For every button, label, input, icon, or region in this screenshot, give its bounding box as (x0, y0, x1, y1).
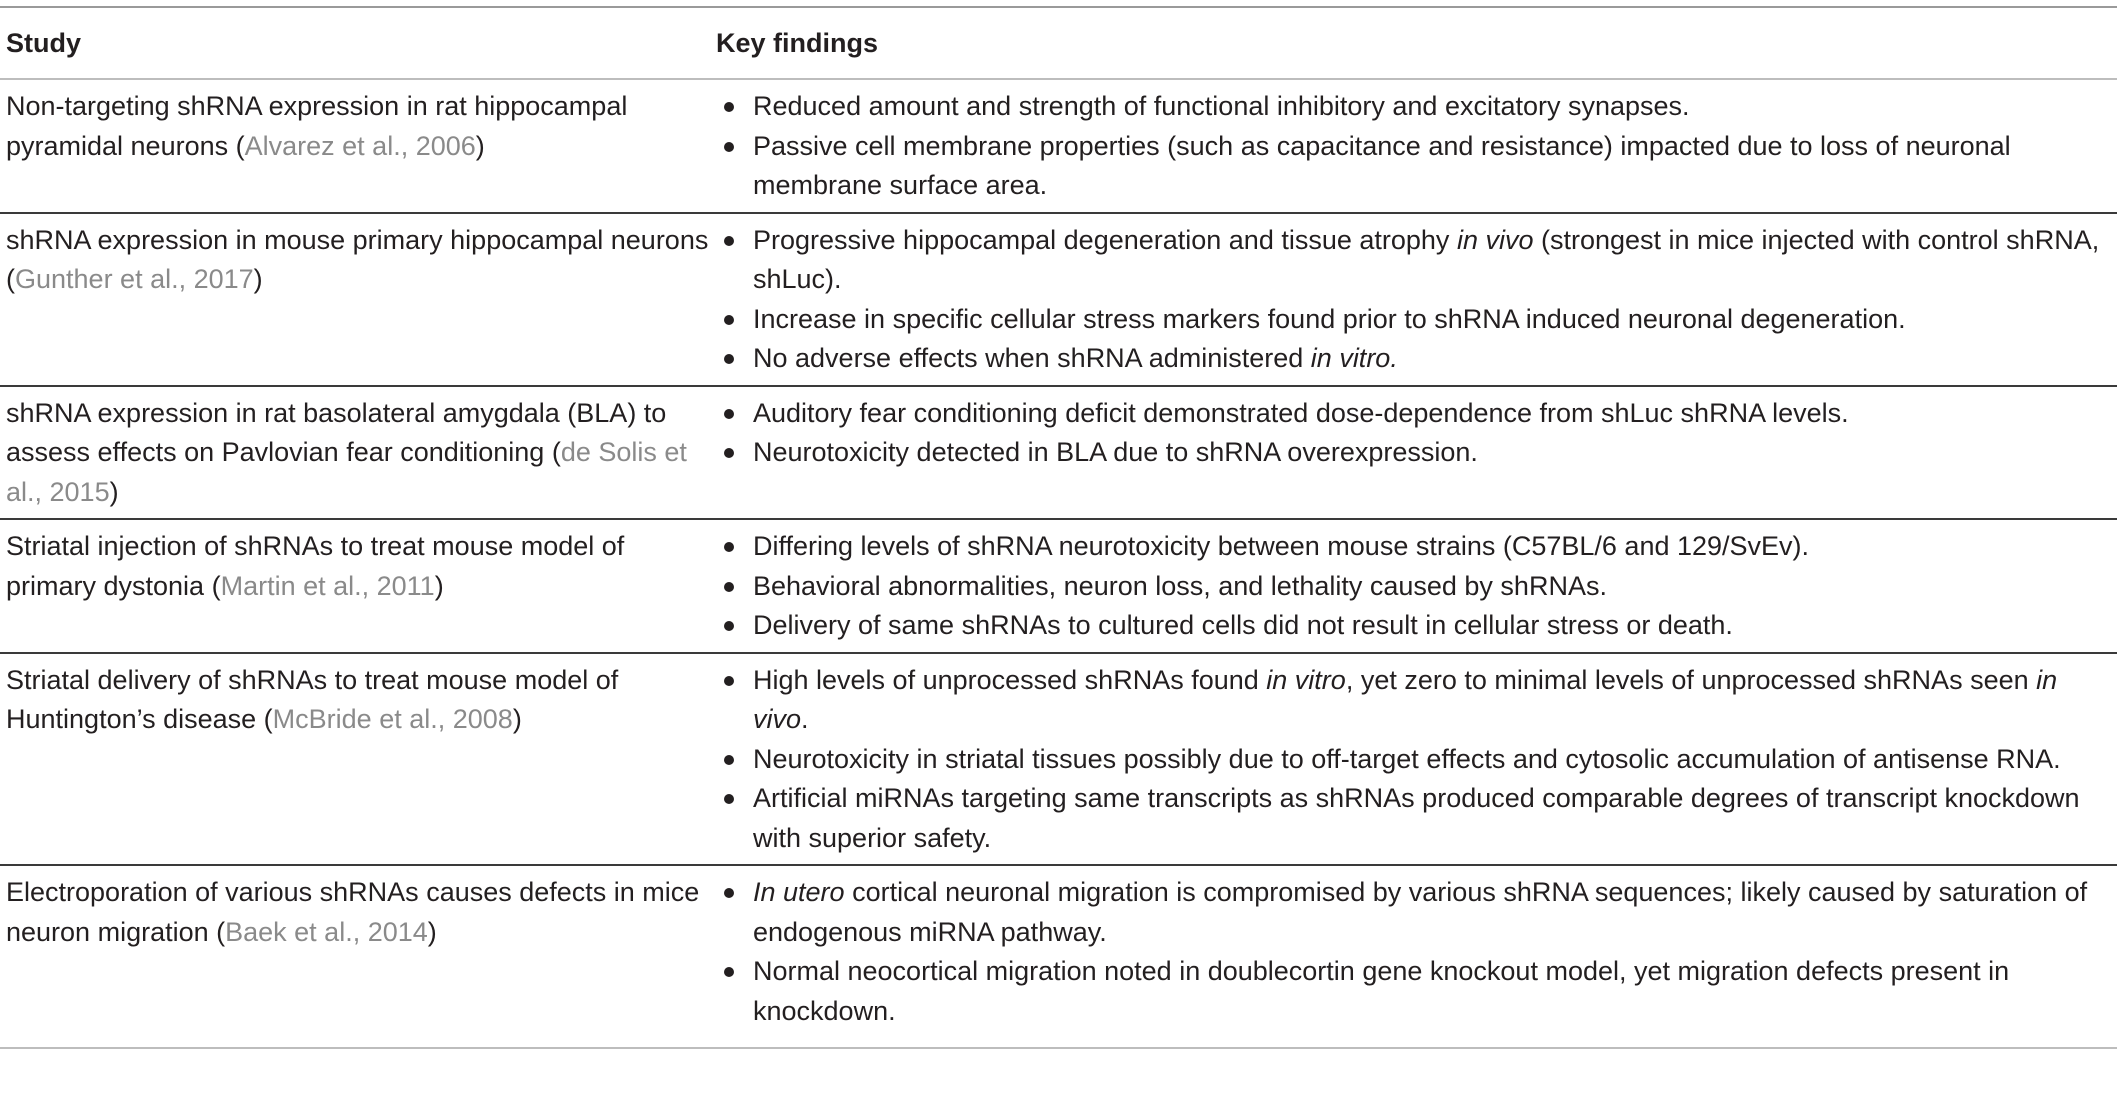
citation-link[interactable]: de Solis et al., 2015 (6, 437, 687, 507)
finding-text: High levels of unprocessed shRNAs found (753, 664, 1267, 695)
finding-text: cortical neuronal migration is compromised by various shRNA sequences; likely caused by saturation of endogenous miRNA pathway. (753, 877, 2088, 947)
study-closing-paren: ) (512, 704, 522, 734)
findings-cell (716, 865, 2117, 1048)
header-key-findings: Key findings (716, 7, 2117, 79)
finding-item (716, 873, 2117, 952)
study-cell (0, 865, 716, 1048)
findings-list (716, 873, 2117, 1031)
bullet-icon (724, 755, 734, 765)
study-description: Electroporation of various shRNAs causes defects in mice neuron migration ( (6, 877, 700, 947)
bullet-icon (724, 621, 734, 631)
finding-text: Progressive hippocampal degeneration and tissue atrophy (753, 224, 1457, 255)
findings-list (716, 661, 2117, 859)
finding-italic-text: in vitro. (1310, 343, 1398, 373)
finding-text: Passive cell membrane properties (such as capacitance and resistance) impacted due to loss of neuronal membrane surface area. (753, 130, 2011, 200)
bullet-icon (724, 676, 734, 686)
bullet-icon (724, 582, 734, 592)
bullet-icon (724, 794, 734, 804)
table-row (0, 653, 2117, 866)
finding-text: . (801, 704, 809, 734)
findings-cell (716, 653, 2117, 866)
study-description: Non-targeting shRNA expression in rat hippocampal pyramidal neurons ( (6, 91, 628, 161)
finding-item (716, 87, 2117, 127)
finding-text: Reduced amount and strength of functional inhibitory and excitatory synapses. (753, 91, 1690, 121)
bullet-icon (724, 236, 734, 246)
bullet-icon (724, 967, 734, 977)
citation-link[interactable]: Gunther et al., 2017 (15, 264, 254, 294)
study-cell (0, 653, 716, 866)
finding-item (716, 661, 2117, 740)
finding-italic-text: in vitro (1266, 664, 1346, 695)
finding-text: Differing levels of shRNA neurotoxicity between mouse strains (C57BL/6 and 129/SvEv). (753, 531, 1810, 561)
citation-link[interactable]: McBride et al., 2008 (272, 704, 513, 734)
header-study: Study (0, 7, 716, 79)
bullet-icon (724, 542, 734, 552)
study-closing-paren: ) (475, 130, 485, 161)
bullet-icon (724, 315, 734, 325)
study-closing-paren: ) (427, 916, 437, 947)
finding-text: Behavioral abnormalities, neuron loss, and lethality caused by shRNAs. (753, 570, 1607, 601)
citation-link[interactable]: Martin et al., 2011 (220, 570, 435, 601)
finding-italic-text: in vivo (1456, 224, 1534, 255)
study-closing-paren: ) (109, 476, 119, 507)
findings-cell (716, 386, 2117, 520)
shrna-studies-table (0, 6, 2117, 1049)
findings-list (716, 87, 2117, 206)
finding-item (716, 394, 2117, 434)
bullet-icon (724, 888, 734, 898)
finding-italic-text: in vivo (753, 664, 2058, 734)
finding-text: Increase in specific cellular stress markers found prior to shRNA induced neuronal degeneration. (753, 303, 1906, 334)
table-row (0, 386, 2117, 520)
findings-list (716, 527, 2117, 646)
study-cell (0, 213, 716, 386)
finding-text: (strongest in mice injected with control shRNA, shLuc). (753, 224, 2100, 294)
finding-text: Normal neocortical migration noted in doublecortin gene knockout model, yet migration defects present in knockdown. (753, 956, 2010, 1026)
study-description: shRNA expression in mouse primary hippocampal neurons ( (6, 224, 709, 294)
finding-text: Artificial miRNAs targeting same transcripts as shRNAs produced comparable degrees of transcript knockdown with superior safety. (753, 783, 2080, 853)
finding-item (716, 606, 2117, 646)
finding-item (716, 127, 2117, 206)
finding-text: , yet zero to minimal levels of unprocessed shRNAs seen (1345, 664, 2037, 695)
study-cell (0, 386, 716, 520)
table-header (0, 7, 2117, 79)
citation-link[interactable]: Alvarez et al., 2006 (244, 130, 476, 161)
table-body (0, 79, 2117, 1048)
finding-item (716, 779, 2117, 858)
table-row (0, 519, 2117, 653)
header-row (0, 7, 2117, 79)
table-row (0, 79, 2117, 213)
bullet-icon (724, 102, 734, 112)
citation-link[interactable]: Baek et al., 2014 (225, 916, 428, 947)
table-row (0, 213, 2117, 386)
findings-cell (716, 519, 2117, 653)
findings-list (716, 394, 2117, 473)
finding-item (716, 952, 2117, 1031)
study-closing-paren: ) (434, 570, 444, 601)
finding-item (716, 527, 2117, 567)
table-row (0, 865, 2117, 1048)
finding-italic-text: In utero (753, 877, 845, 907)
finding-item (716, 339, 2117, 379)
finding-item (716, 740, 2117, 780)
study-description: Striatal delivery of shRNAs to treat mouse model of Huntington’s disease ( (6, 664, 619, 734)
finding-item (716, 433, 2117, 473)
bullet-icon (724, 142, 734, 152)
study-closing-paren: ) (253, 264, 263, 294)
study-cell (0, 519, 716, 653)
study-cell (0, 79, 716, 213)
findings-cell (716, 79, 2117, 213)
study-description: Striatal injection of shRNAs to treat mouse model of primary dystonia ( (6, 531, 625, 601)
finding-text: Auditory fear conditioning deficit demonstrated dose-dependence from shLuc shRNA levels. (753, 397, 1849, 428)
shrna-studies-table-container (0, 6, 2117, 1049)
finding-text: Neurotoxicity in striatal tissues possibly due to off-target effects and cytosolic accumulation of antisense RNA. (753, 743, 2061, 774)
bullet-icon (724, 354, 734, 364)
finding-item (716, 221, 2117, 300)
finding-text: Neurotoxicity detected in BLA due to shRNA overexpression. (753, 437, 1478, 467)
finding-item (716, 567, 2117, 607)
study-description: shRNA expression in rat basolateral amygdala (BLA) to assess effects on Pavlovian fear conditioning ( (6, 397, 667, 467)
bullet-icon (724, 409, 734, 419)
findings-cell (716, 213, 2117, 386)
finding-item (716, 300, 2117, 340)
finding-text: No adverse effects when shRNA administered (753, 343, 1311, 373)
findings-list (716, 221, 2117, 379)
bullet-icon (724, 448, 734, 458)
finding-text: Delivery of same shRNAs to cultured cells did not result in cellular stress or death. (753, 610, 1733, 640)
